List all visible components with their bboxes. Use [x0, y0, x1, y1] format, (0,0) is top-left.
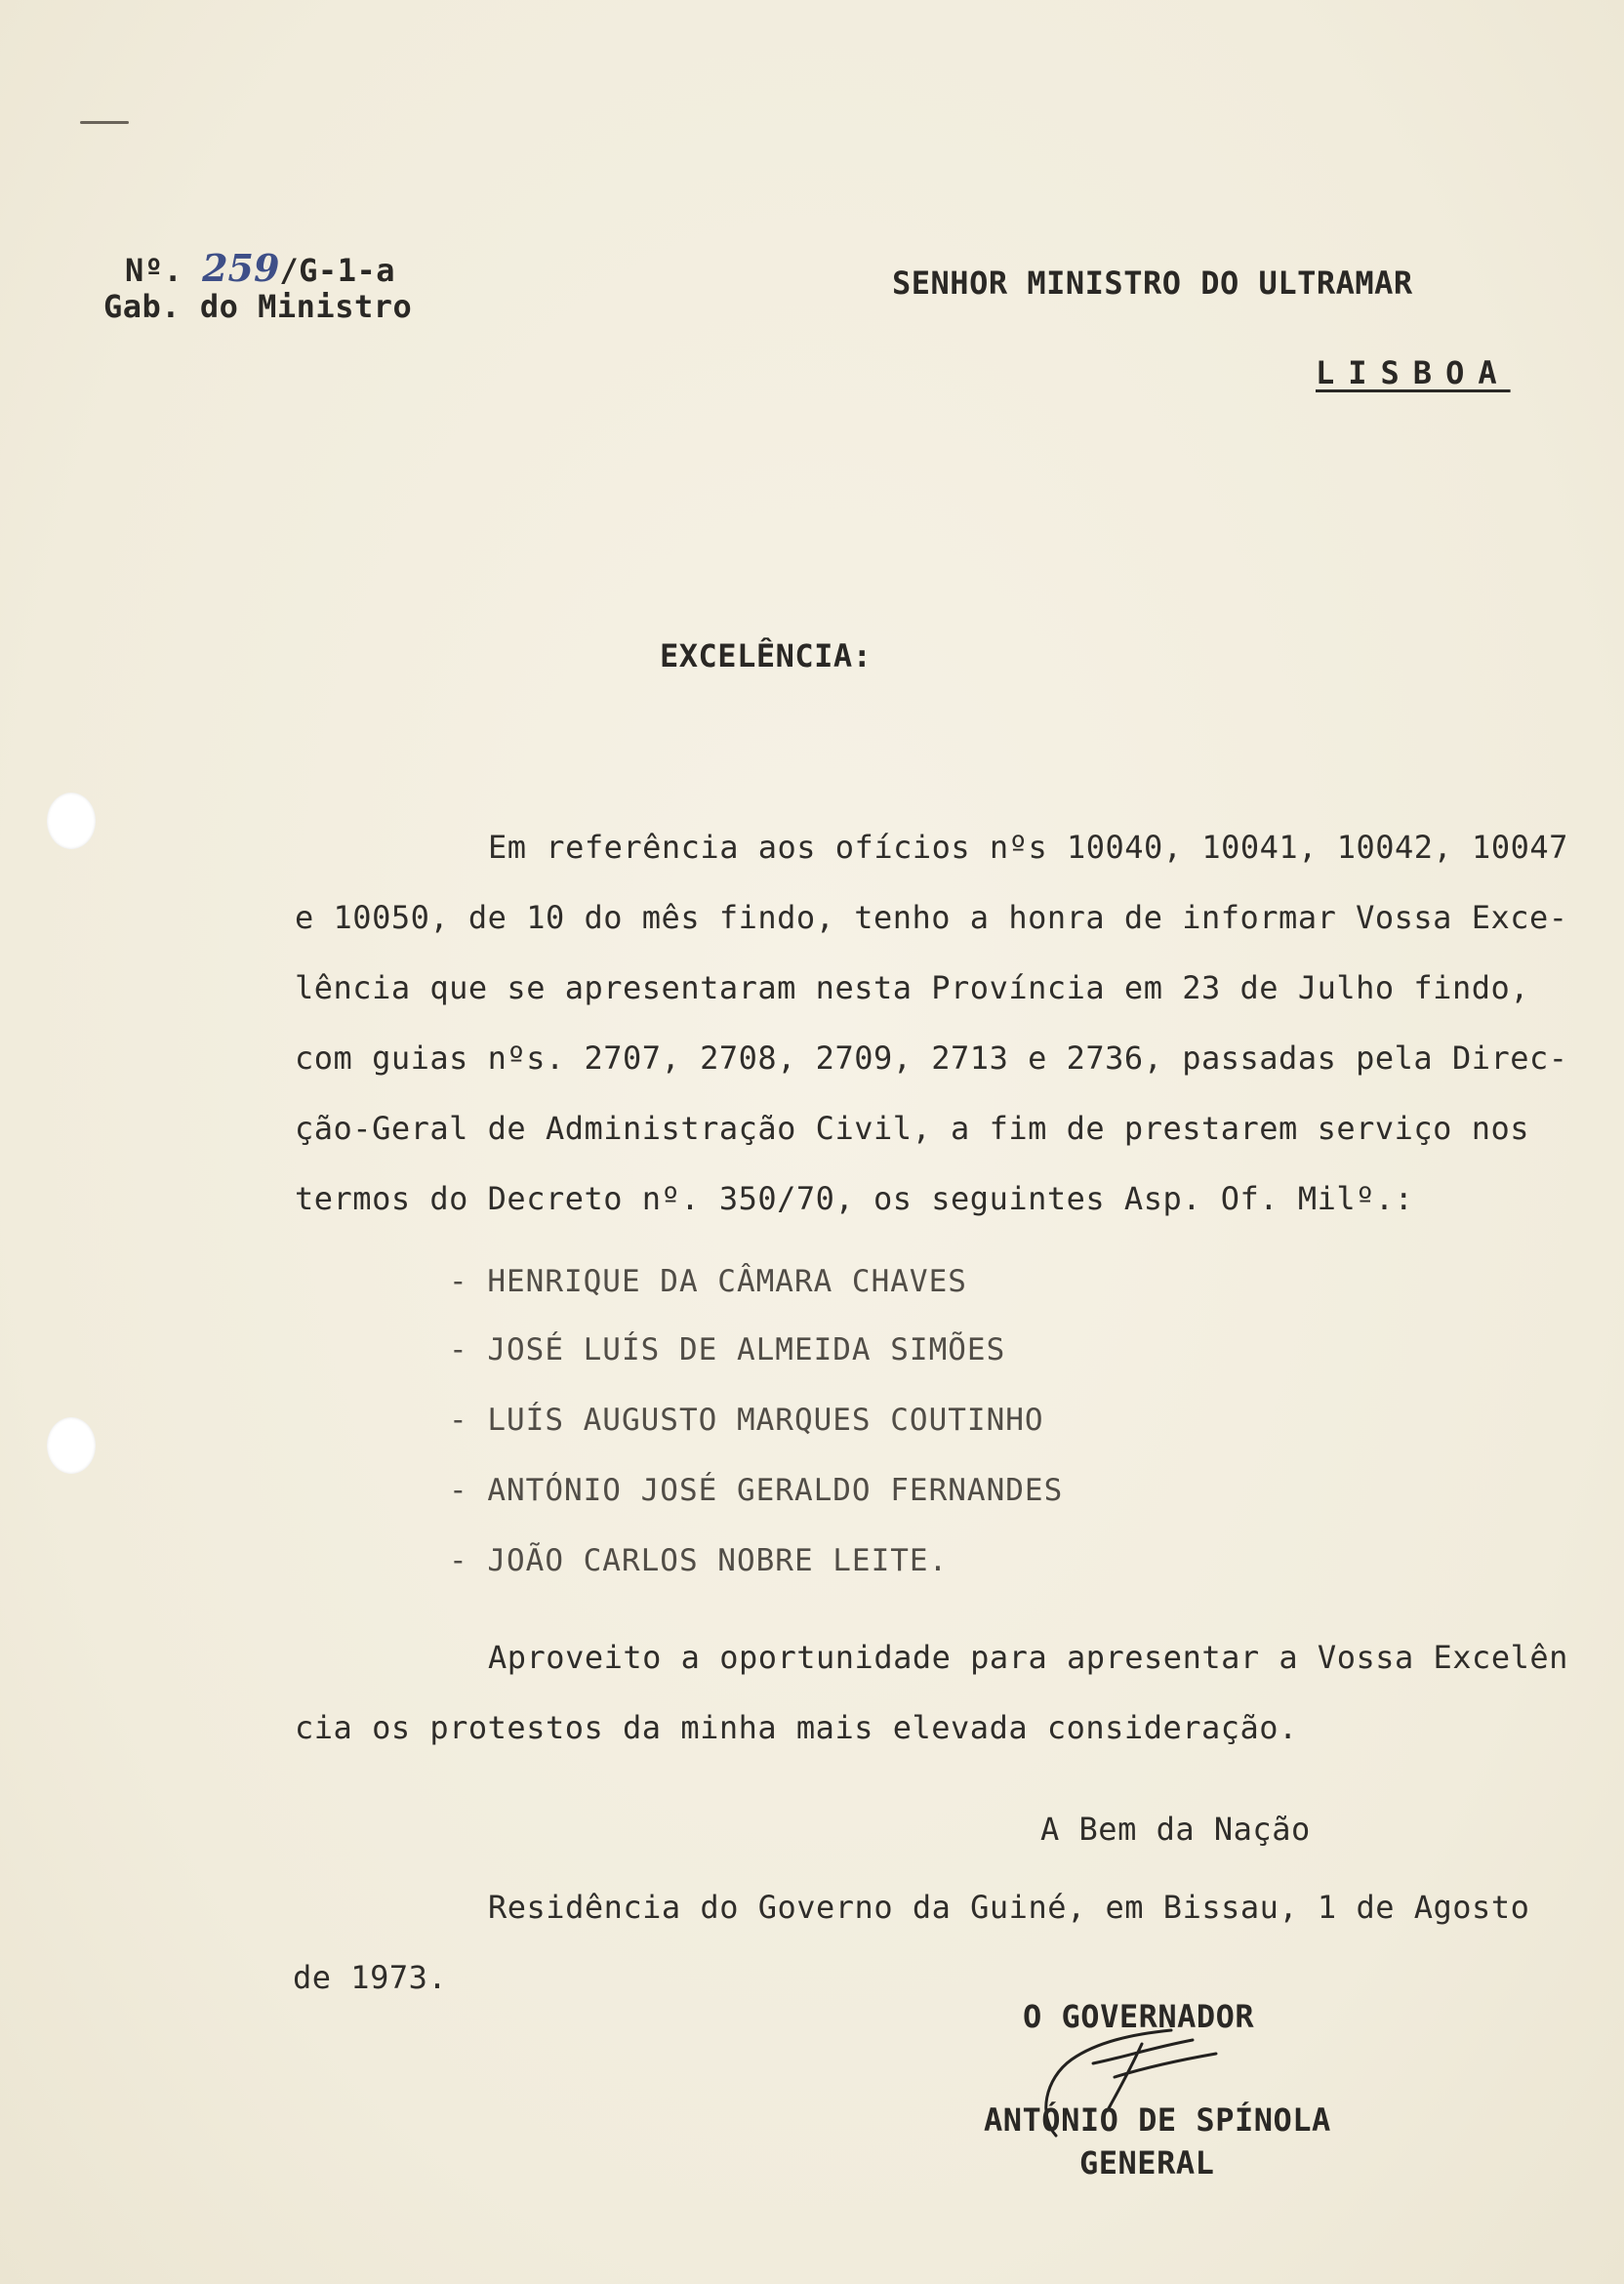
- officer-name-1: - HENRIQUE DA CÂMARA CHAVES: [449, 1264, 967, 1299]
- reference-prefix: Nº.: [125, 252, 183, 289]
- body-line-6: termos do Decreto nº. 350/70, os seguintes Asp. Of. Milº.:: [295, 1180, 1414, 1217]
- body-line-1: Em referência aos ofícios nºs 10040, 10041, 10042, 10047: [488, 829, 1568, 866]
- officer-name-5: - JOÃO CARLOS NOBRE LEITE.: [449, 1543, 949, 1578]
- officer-name-4: - ANTÓNIO JOSÉ GERALDO FERNANDES: [449, 1473, 1064, 1508]
- punch-hole-top: [47, 793, 96, 849]
- salutation: EXCELÊNCIA:: [660, 637, 873, 674]
- closing-line-1: Aproveito a oportunidade para apresentar a Vossa Excelên: [488, 1639, 1568, 1676]
- handwritten-reference-number: 259: [202, 246, 280, 290]
- reference-number-line: [125, 246, 395, 290]
- signatory-rank: GENERAL: [1079, 2144, 1215, 2182]
- signoff: A Bem da Nação: [1040, 1811, 1311, 1848]
- body-line-4: com guias nºs. 2707, 2708, 2709, 2713 e 2736, passadas pela Direc-: [295, 1040, 1568, 1077]
- body-line-3: lência que se apresentaram nesta Província em 23 de Julho findo,: [295, 969, 1529, 1006]
- place-date-line-2: de 1973.: [293, 1959, 448, 1996]
- stray-ink-mark: [80, 121, 129, 124]
- officer-name-2: - JOSÉ LUÍS DE ALMEIDA SIMÕES: [449, 1332, 1006, 1367]
- signatory-title: O GOVERNADOR: [1023, 1998, 1255, 2035]
- addressee-city: LISBOA: [1316, 354, 1511, 391]
- office-line: Gab. do Ministro: [103, 288, 413, 325]
- reference-suffix: /G-1-a: [279, 252, 395, 289]
- closing-line-2: cia os protestos da minha mais elevada consideração.: [295, 1709, 1298, 1746]
- place-date-line-1: Residência do Governo da Guiné, em Bissau, 1 de Agosto: [488, 1889, 1530, 1926]
- signatory-name: ANTÓNIO DE SPÍNOLA: [984, 2101, 1331, 2139]
- body-line-2: e 10050, de 10 do mês findo, tenho a honra de informar Vossa Exce-: [295, 899, 1568, 936]
- body-line-5: ção-Geral de Administração Civil, a fim de prestarem serviço nos: [295, 1110, 1529, 1147]
- officer-name-3: - LUÍS AUGUSTO MARQUES COUTINHO: [449, 1403, 1044, 1438]
- addressee: SENHOR MINISTRO DO ULTRAMAR: [892, 265, 1413, 302]
- punch-hole-bottom: [47, 1417, 96, 1474]
